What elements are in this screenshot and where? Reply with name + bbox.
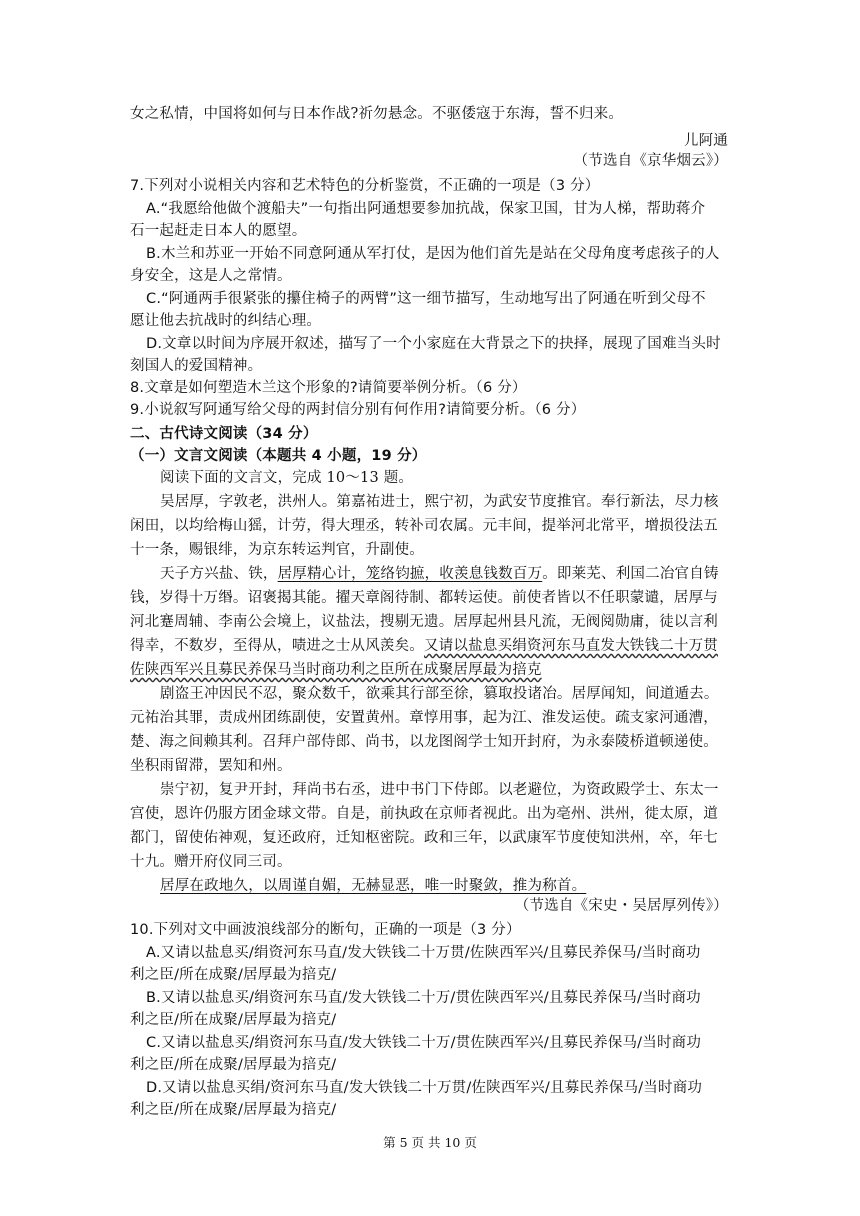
page-number: 第 5 页 共 10 页 xyxy=(383,1135,477,1150)
straight-underlined-sentence: 居厚在政地久，以周谨自媚，无赫显恶，唯一时聚敛，推为称首。 xyxy=(160,878,587,894)
section-2-heading: 二、古代诗文阅读（34 分） xyxy=(130,426,318,442)
question-7-stem: 7.下列对小说相关内容和艺术特色的分析鉴赏，不正确的一项是（3 分） xyxy=(130,178,600,194)
passage-p2-line3: 河北蹇周辅、李南公会境上，议盐法，搜剔无遗。居厚起州县凡流，无阀阅勋庸，徒以言利 xyxy=(130,614,718,630)
passage-text: 得幸，不数岁，至得从，啧进之士从风羡矣。 xyxy=(130,638,424,654)
subsection-1-heading: （一）文言文阅读（本题共 4 小题，19 分） xyxy=(130,448,427,464)
passage-p2-line2: 钱，岁得十万缗。诏褒揭其能。擢天章阁待制、都转运使。前使者皆以不任职蒙谴，居厚与 xyxy=(130,590,718,606)
passage-p1-line3: 十一条，赐银绯，为京东转运判官，升副使。 xyxy=(130,542,424,558)
passage-p4-line1: 崇宁初，复尹开封，拜尚书右丞，进中书门下侍郎。以老避位，为资政殿学士、东太一 xyxy=(160,782,719,798)
passage-p2-line4 xyxy=(130,636,718,656)
q7-option-a-line2: 石一起赶走日本人的愿望。 xyxy=(130,223,307,239)
passage-p3-line3: 楚、海之间赖其利。召拜户部侍郎、尚书，以龙图阁学士知开封府，为永泰陵桥道顿递使。 xyxy=(130,734,718,750)
passage-p4-line3: 都门，留使佑神观，复还政府，迁知枢密院。政和三年，以武康军节度使知洪州，卒，年七 xyxy=(130,830,718,846)
q7-option-d-line2: 刻国人的爱国精神。 xyxy=(130,358,263,374)
q10-option-b-line2: 利之臣/所在成聚/居厚最为掊克/ xyxy=(130,1012,337,1028)
wavy-underlined-sentence: 佐陕西军兴且募民养保马当时商功利之臣所在成聚居厚最为掊克 xyxy=(130,662,542,678)
question-9: 9.小说叙写阿通写给父母的两封信分别有何作用?请简要分析。（6 分） xyxy=(130,402,586,418)
passage-p2-line1 xyxy=(160,564,719,584)
q7-option-b-line2: 身安全，这是人之常情。 xyxy=(130,268,292,284)
q10-option-a-line2: 利之臣/所在成聚/居厚最为掊克/ xyxy=(130,967,337,983)
straight-underlined-sentence: 居厚精心计，笼络钧摭，收羡息钱数百万 xyxy=(277,566,543,582)
passage-text: 。即莱芜、利国二冶官自铸 xyxy=(542,566,719,582)
reading-instruction: 阅读下面的文言文，完成 10～13 题。 xyxy=(160,470,414,486)
passage-p2-line5 xyxy=(130,660,542,680)
letter-closing-text: 女之私情，中国将如何与日本作战?祈勿悬念。不驱倭寇于东海，誓不归来。 xyxy=(130,106,624,122)
passage-source: （节选自《宋史・吴居厚列传》） xyxy=(514,898,728,914)
passage-p3-line2: 元祐治其罪，责成州团练副使，安置黄州。章惇用事，起为江、淮发运使。疏支家河通漕， xyxy=(130,710,718,726)
q7-option-c-line2: 愿让他去抗战时的纠结心理。 xyxy=(130,313,322,329)
letter-signature: 儿阿通 xyxy=(683,133,728,149)
novel-source: （节选自《京华烟云》） xyxy=(573,153,728,169)
q10-option-d-line1: D.又请以盐息买绢/资河东马直/发大铁钱二十万贯/佐陕西军兴/且募民养保马/当时商功 xyxy=(146,1080,703,1096)
passage-p1-line1: 吴居厚，字敦老，洪州人。第嘉祐进士，熙宁初，为武安节度推官。奉行新法，尽力核 xyxy=(160,494,719,510)
wavy-underlined-sentence: 又请以盐息买绢资河东马直发大铁钱二十万贯 xyxy=(424,638,718,654)
passage-p3-line4: 坐积雨留滞，罢知和州。 xyxy=(130,758,292,774)
q10-option-c-line2: 利之臣/所在成聚/居厚最为掊克/ xyxy=(130,1057,337,1073)
q10-option-d-line2: 利之臣/所在成聚/居厚最为掊克/ xyxy=(130,1102,337,1118)
question-8: 8.文章是如何塑造木兰这个形象的?请简要举例分析。（6 分） xyxy=(130,380,527,396)
q7-option-a-line1: A.“我愿给他做个渡船夫”一句指出阿通想要参加抗战，保家卫国，甘为人梯，帮助蒋介 xyxy=(146,201,706,217)
passage-text: 天子方兴盐、铁， xyxy=(160,566,278,582)
q7-option-b-line1: B.木兰和苏亚一开始不同意阿通从军打仗，是因为他们首先是站在父母角度考虑孩子的人 xyxy=(146,246,720,262)
passage-p5-line1 xyxy=(160,876,586,896)
passage-p4-line4: 十九。赠开府仪同三司。 xyxy=(130,854,292,870)
passage-p4-line2: 宫使，恩许仍服方团金球文带。自是，前执政在京师者视此。出为亳州、洪州，徙太原，道 xyxy=(130,806,718,822)
q7-option-d-line1: D.文章以时间为序展开叙述，描写了一个小家庭在大背景之下的抉择，展现了国难当头时 xyxy=(146,336,721,352)
q10-option-c-line1: C.又请以盐息买/绢资河东马直/发大铁钱二十万/贯佐陕西军兴/且募民养保马/当时商功 xyxy=(146,1035,702,1051)
q7-option-c-line1: C.“阿通两手很紧张的攥住椅子的两臂”这一细节描写，生动地写出了阿通在听到父母不 xyxy=(146,291,706,307)
passage-p1-line2: 闲田，以均给梅山猺，计劳，得大理丞，转补司农属。元丰间，提举河北常平，增损役法五 xyxy=(130,518,718,534)
q10-option-b-line1: B.又请以盐息买/绢资河东马直/发大铁钱二十万/贯佐陕西军兴/且募民养保马/当时商功 xyxy=(146,990,701,1006)
question-10-stem: 10.下列对文中画波浪线部分的断句，正确的一项是（3 分） xyxy=(130,922,521,938)
passage-p3-line1: 剧盗王冲因民不忍，聚众数千，欲乘其行部至徐，篡取投诸冶。居厚闻知，间道遁去。 xyxy=(160,686,719,702)
q10-option-a-line1: A.又请以盐息买/绢资河东马直/发大铁钱二十万贯/佐陕西军兴/且募民养保马/当时商功 xyxy=(146,945,701,961)
